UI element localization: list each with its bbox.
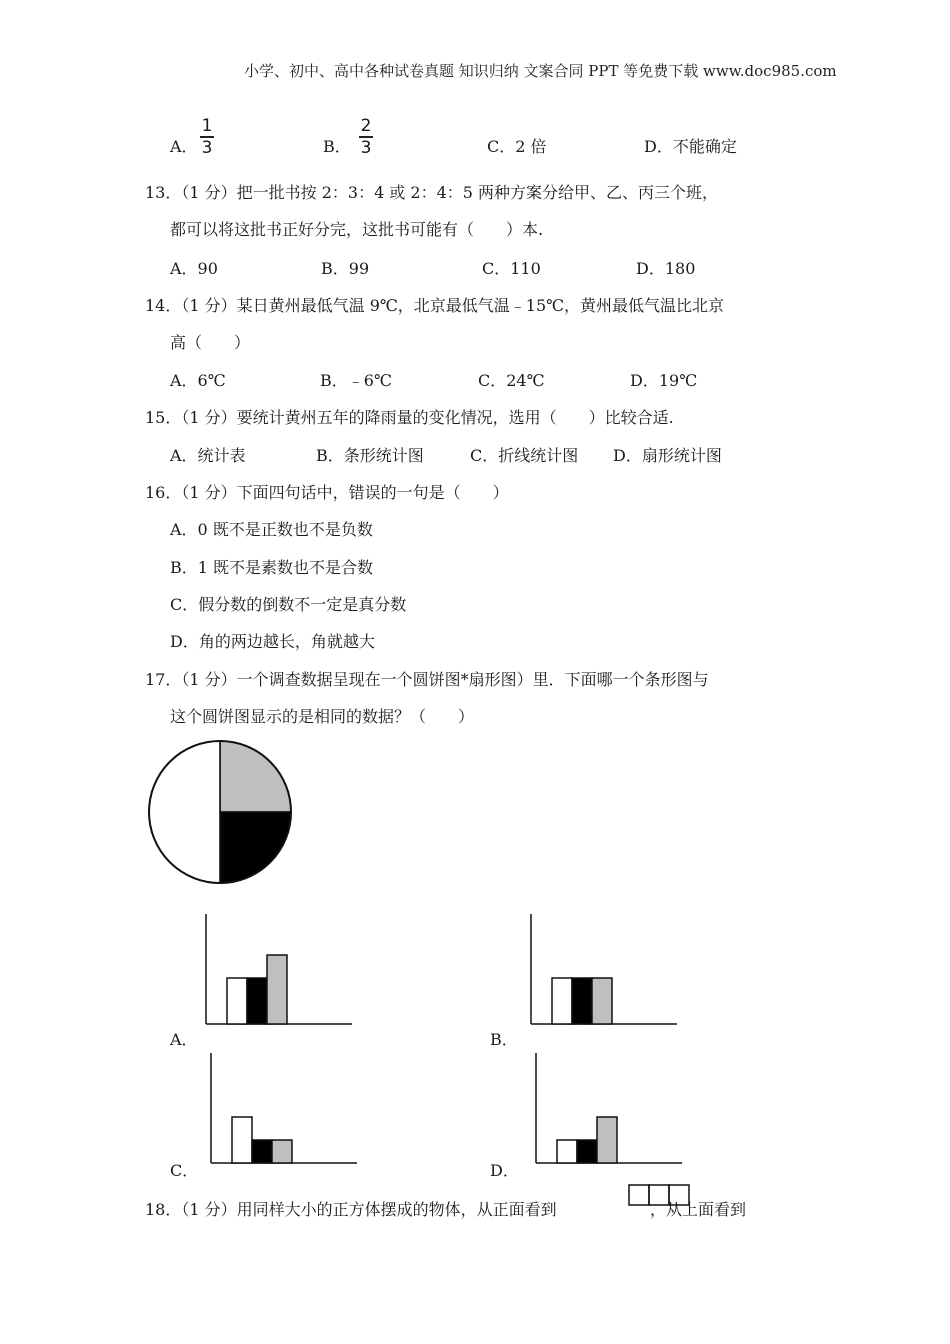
q15-option-c: C．折线统计图 — [470, 446, 579, 465]
q17-chart-d-label: D． — [490, 1161, 519, 1180]
q17-chart-b-label: B． — [490, 1030, 518, 1049]
bar-gray — [592, 978, 612, 1024]
q14-option-b: B．﹣6℃ — [320, 371, 392, 390]
q17-bar-chart-a — [202, 912, 354, 1028]
q15-option-a: A．统计表 — [170, 446, 246, 465]
q16-option-c: C．假分数的倒数不一定是真分数 — [170, 595, 407, 614]
q13-stem-line2: 都可以将这批书正好分完，这批书可能有（ ）本. — [170, 220, 544, 239]
q17-chart-a-label: A． — [170, 1030, 198, 1049]
q12-option-a-label: A． — [170, 137, 198, 156]
q16-stem: 16．（1 分）下面四句话中，错误的一句是（ ） — [145, 483, 509, 502]
q15-option-d: D．扇形统计图 — [613, 446, 722, 465]
q13-option-d: D．180 — [636, 259, 696, 278]
q14-option-d: D．19℃ — [630, 371, 698, 390]
bar-black — [577, 1140, 597, 1163]
q17-stem-line2: 这个圆饼图显示的是相同的数据？（ ） — [170, 707, 475, 726]
q13-option-c: C．110 — [482, 259, 541, 278]
bar-gray — [597, 1117, 617, 1163]
bar-white — [227, 978, 247, 1024]
q13-stem-line1: 13．（1 分）把一批书按 2：3：4 或 2：4：5 两种方案分给甲、乙、丙三个班， — [145, 183, 719, 202]
bar-white — [552, 978, 572, 1024]
q14-option-a: A．6℃ — [170, 371, 226, 390]
fraction-denominator: 3 — [201, 137, 213, 158]
q12-option-c: C．2 倍 — [487, 137, 547, 156]
bar-gray — [272, 1140, 292, 1163]
q12-option-d: D．不能确定 — [644, 137, 737, 156]
q14-stem-line1: 14．（1 分）某日黄州最低气温 9℃，北京最低气温﹣15℃，黄州最低气温比北京 — [145, 296, 725, 315]
q13-option-a: A．90 — [170, 259, 218, 278]
q17-chart-c-label: C． — [170, 1161, 199, 1180]
q17-bar-chart-c — [207, 1051, 359, 1167]
q14-option-c: C．24℃ — [478, 371, 545, 390]
q12-option-a-fraction — [200, 117, 214, 157]
fraction-numerator: 1 — [201, 116, 213, 136]
q15-option-b: B．条形统计图 — [316, 446, 424, 465]
cube-square — [629, 1185, 649, 1205]
q18-stem-part1: 18．（1 分）用同样大小的正方体摆成的物体，从正面看到 — [145, 1200, 557, 1219]
q18-stem-part2: ，从上面看到 — [650, 1200, 747, 1219]
bar-white — [557, 1140, 577, 1163]
pie-slice-white — [149, 741, 220, 883]
q14-stem-line2: 高（ ） — [170, 333, 251, 352]
bar-black — [247, 978, 267, 1024]
q16-option-d: D．角的两边越长，角就越大 — [170, 632, 375, 651]
q17-stem-line1: 17．（1 分）一个调查数据呈现在一个圆饼图*扇形图）里．下面哪一个条形图与 — [145, 670, 709, 689]
bar-white — [232, 1117, 252, 1163]
q15-stem: 15．（1 分）要统计黄州五年的降雨量的变化情况，选用（ ）比较合适. — [145, 408, 674, 427]
bar-black — [572, 978, 592, 1024]
q12-option-b-label: B． — [323, 137, 351, 156]
q16-option-b: B．1 既不是素数也不是合数 — [170, 558, 374, 577]
page-header: 小学、初中、高中各种试卷真题 知识归纳 文案合同 PPT 等免费下载 www.doc985.com — [244, 62, 837, 80]
q17-pie-chart — [146, 738, 294, 886]
q12-option-b-fraction — [359, 117, 373, 157]
fraction-denominator: 3 — [360, 137, 372, 158]
fraction-numerator: 2 — [360, 116, 372, 136]
q17-bar-chart-d — [532, 1051, 684, 1167]
bar-black — [252, 1140, 272, 1163]
bar-gray — [267, 955, 287, 1024]
q13-option-b: B．99 — [321, 259, 370, 278]
q17-bar-chart-b — [527, 912, 679, 1028]
q16-option-a: A．0 既不是正数也不是负数 — [170, 520, 373, 539]
